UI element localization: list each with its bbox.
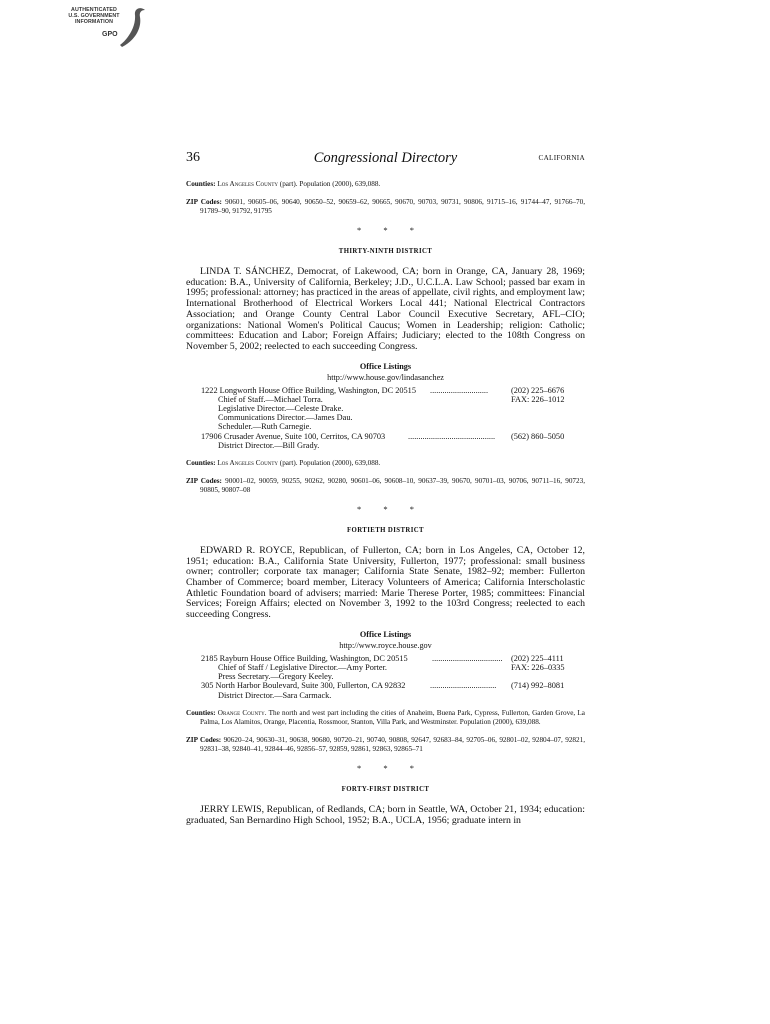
counties-text: (part). Population (2000), 639,088. bbox=[278, 180, 381, 188]
dot-leader: ............................ bbox=[430, 385, 489, 395]
dot-leader: .................................. bbox=[432, 653, 503, 663]
district-heading: THIRTY-NINTH DISTRICT bbox=[338, 248, 433, 255]
zip-label: ZIP Codes: bbox=[186, 735, 222, 744]
gpo-mark: GPO bbox=[102, 31, 118, 38]
section-separator: * * * bbox=[357, 503, 424, 514]
counties-label: Counties: bbox=[186, 458, 216, 467]
counties-line bbox=[186, 459, 585, 468]
staff-entry: Communications Director.—James Dau. bbox=[218, 413, 353, 423]
member-website-link[interactable]: http://www.house.gov/lindasanchez bbox=[327, 372, 444, 382]
office-address: 17906 Crusader Avenue, Suite 100, Cerritos, CA 90703 bbox=[201, 431, 386, 441]
section-separator: * * * bbox=[357, 225, 424, 235]
office-address: 1222 Longworth House Office Building, Washington, DC 20515 bbox=[201, 385, 416, 395]
district-heading: FORTIETH DISTRICT bbox=[346, 526, 424, 534]
page-title: Congressional Directory bbox=[313, 150, 458, 166]
office-address: 305 North Harbor Boulevard, Suite 300, Fullerton, CA 92832 bbox=[201, 681, 406, 691]
counties-line bbox=[186, 709, 585, 727]
office-fax: FAX: 226–0335 bbox=[511, 663, 565, 673]
county-name: Orange County bbox=[217, 708, 265, 717]
office-phone: (562) 860–5050 bbox=[511, 431, 565, 441]
staff-entry: Chief of Staff / Legislative Director.—Amy Porter. bbox=[218, 663, 387, 673]
county-name: Los Angeles County bbox=[217, 458, 278, 467]
dot-leader: ................................ bbox=[430, 681, 497, 691]
staff-entry: Legislative Director.—Celeste Drake. bbox=[218, 404, 344, 413]
directory-page bbox=[186, 150, 585, 826]
staff-entry: District Director.—Bill Grady. bbox=[218, 440, 320, 450]
zip-text: 90001–02, 90059, 90255, 90262, 90280, 90601–06, 90608–10, 90637–39, 90670, 90701–03, 90706, 90711–16, 90723, 90805, 90807–08 bbox=[200, 476, 585, 494]
office-fax: FAX: 226–1012 bbox=[511, 394, 565, 404]
member-bio: EDWARD R. ROYCE, Republican, of Fullerton, CA; born in Los Angeles, CA, October 12, 1951; education: B.A., California State University, Fullerton, 1977; professional: small business owner; controller; corporate tax manager; California State Senate, 1982–92; member: Fullerton Chamber of Commerce; board member, Literacy Volunteers of America; California Interscholastic Athletic Foundation board of advisers; married: Marie Therese Porter, 1985; committees: Financial Services; Foreign Affairs; elected on November 3, 1992 to the 103rd Congress; reelected to each succeeding Congress. bbox=[186, 544, 585, 621]
running-head bbox=[186, 150, 585, 170]
office-address: 2185 Rayburn House Office Building, Washington, DC 20515 bbox=[201, 653, 408, 663]
gpo-line-2: U.S. GOVERNMENT bbox=[68, 13, 120, 19]
zip-codes-line bbox=[186, 477, 585, 495]
staff-entry: District Director.—Sara Carmack. bbox=[218, 690, 332, 700]
office-phone: (202) 225–6676 bbox=[511, 385, 565, 395]
county-name: Los Angeles County bbox=[217, 180, 278, 188]
staff-entry: Scheduler.—Ruth Carnegie. bbox=[218, 422, 312, 432]
dot-leader: .......................................... bbox=[408, 431, 496, 441]
counties-label: Counties: bbox=[186, 708, 216, 717]
office-phone: (202) 225–4111 bbox=[511, 653, 564, 663]
gpo-authentication-seal bbox=[62, 5, 154, 49]
state-name: CALIFORNIA bbox=[538, 154, 585, 162]
staff-entry: Press Secretary.—Gregory Keeley. bbox=[218, 672, 334, 682]
counties-text: . The north and west part including the cities of Anaheim, Buena Park, Cypress, Fullerton, Garden Grove, La Palma, Los Alamitos, Orange, Placentia, Rossmoor, Stanton, Villa Park, and Westminster. Population (2000), 639,088. bbox=[200, 708, 585, 726]
section-separator: * * * bbox=[357, 762, 424, 773]
zip-text: 90601, 90605–06, 90640, 90650–52, 90659–62, 90665, 90670, 90703, 90731, 90806, 91715–16, 91744–47, 91766–70, 91789–90, 91792, 91795 bbox=[200, 198, 586, 215]
zip-text: 90620–24, 90630–31, 90638, 90680, 90720–21, 90740, 90808, 92647, 92683–84, 92705–06, 92801–02, 92804–07, 92821, 92831–38, 92840–41, 92844–46, 92856–57, 92859, 92861, 92863, 92865–71 bbox=[200, 735, 586, 753]
counties-line bbox=[186, 180, 585, 189]
gpo-line-1: AUTHENTICATED bbox=[71, 7, 117, 13]
district-heading: FORTY-FIRST DISTRICT bbox=[341, 785, 430, 793]
counties-label: Counties: bbox=[186, 180, 216, 188]
zip-codes-line bbox=[186, 198, 585, 216]
office-listings bbox=[186, 386, 585, 450]
member-bio: JERRY LEWIS, Republican, of Redlands, CA; born in Seattle, WA, October 21, 1934; education: graduated, San Bernardino High School, 1952; B.A., UCLA, 1956; graduate intern in bbox=[186, 803, 585, 826]
zip-codes-line bbox=[186, 736, 585, 754]
office-listings-heading: Office Listings bbox=[359, 361, 412, 371]
counties-text: (part). Population (2000), 639,088. bbox=[278, 458, 381, 467]
staff-entry: Chief of Staff.—Michael Torra. bbox=[218, 394, 323, 404]
page-number: 36 bbox=[186, 150, 200, 165]
office-listings-heading: Office Listings bbox=[359, 629, 412, 639]
gpo-line-3: INFORMATION bbox=[74, 19, 114, 25]
member-website-link[interactable]: http://www.royce.house.gov bbox=[339, 640, 432, 650]
office-listings bbox=[186, 654, 585, 700]
zip-label: ZIP Codes: bbox=[186, 476, 222, 485]
zip-label: ZIP Codes: bbox=[186, 198, 222, 206]
office-phone: (714) 992–8081 bbox=[511, 681, 565, 691]
member-bio: LINDA T. SÁNCHEZ, Democrat, of Lakewood, CA; born in Orange, CA, January 28, 1969; education: B.A., University of California, Berkeley; J.D., U.C.L.A. Law School; passed bar exam in 1995; professional: attorney; has practiced in the areas of appellate, civil rights, and employment law; International Brotherhood of Electrical Workers Local 441; National Electrical Contractors Association; and Orange County Central Labor Council Executive Secretary, AFL–CIO; organizations: National Women's Political Caucus; Women in Leadership; religion: Catholic; committees: Education and Labor; Foreign Affairs; Judiciary; elected to the 108th Congress on November 5, 2002; reelected to each succeeding Congress. bbox=[186, 266, 585, 352]
